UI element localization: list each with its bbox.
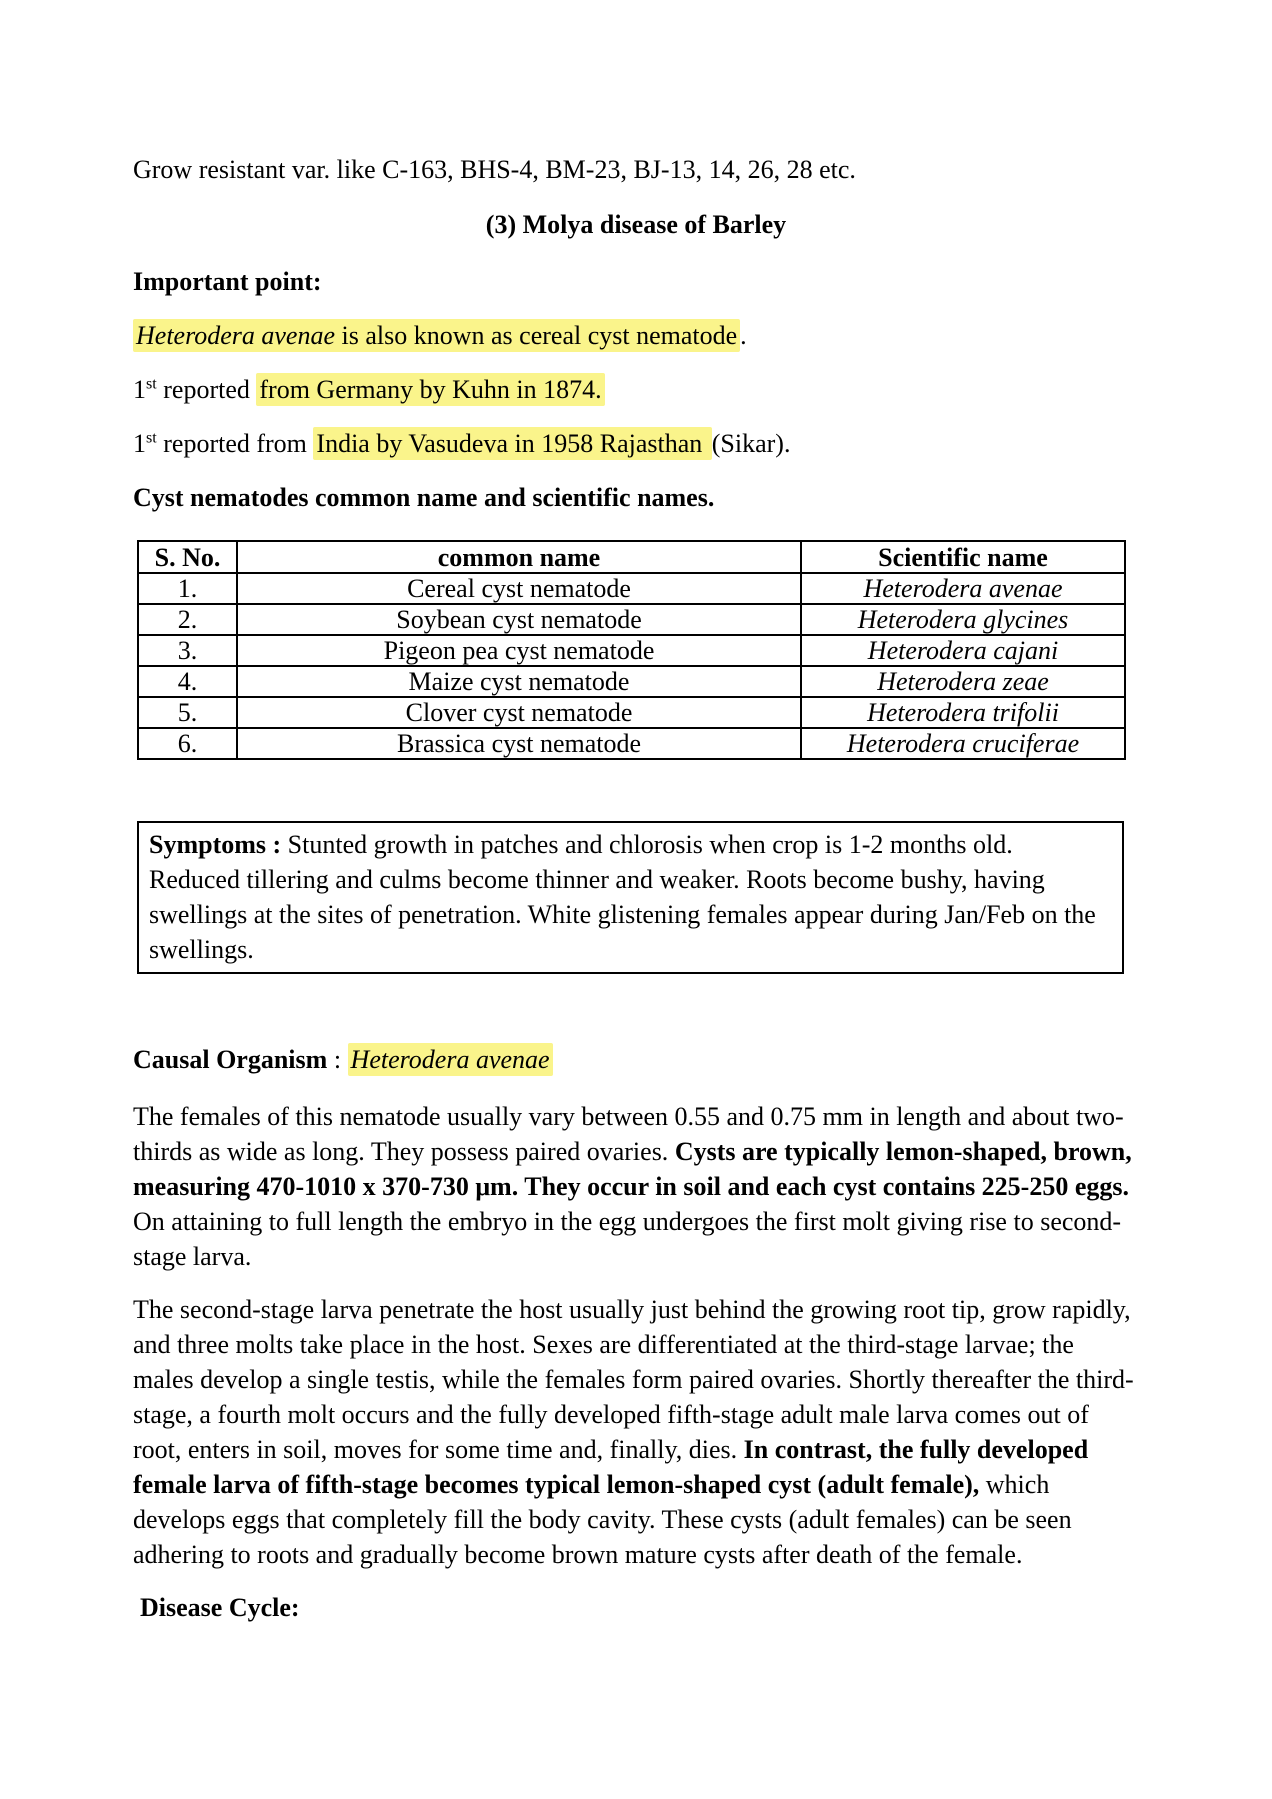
point-germany-mid: reported (156, 375, 257, 404)
para-female-run1: The females of this nematode usually vary between 0.55 and 0.75 mm in length and about two-thirds as wide as long. They possess paired ovaries. (133, 1102, 1124, 1166)
ordinal-suffix: st (146, 429, 157, 447)
col-header-scientific-name: Scientific name (801, 541, 1125, 573)
cell-scientific-name: Heterodera avenae (801, 573, 1125, 604)
disease-cycle-heading: Disease Cycle: (140, 1593, 300, 1622)
paragraph-larva-description (133, 1292, 1139, 1572)
highlight-india: India by Vasudeva in 1958 Rajasthan (313, 427, 711, 460)
point-india-mid: reported from (156, 429, 314, 458)
ordinal-number: 1 (133, 429, 146, 458)
cell-sno: 5. (138, 697, 237, 728)
species-name: Heterodera avenae (136, 321, 336, 350)
cell-sno: 3. (138, 635, 237, 666)
ordinal-number: 1 (133, 375, 146, 404)
cyst-nematode-table (137, 540, 1126, 760)
highlight-germany: from Germany by Kuhn in 1874. (256, 373, 604, 406)
causal-organism-line (133, 1042, 1139, 1077)
cell-sno: 6. (138, 728, 237, 759)
table-row (138, 573, 1125, 604)
table-row (138, 666, 1125, 697)
important-point-heading: Important point: (133, 267, 322, 296)
highlight-cereal (133, 319, 740, 352)
table-row (138, 604, 1125, 635)
symptoms-box (137, 821, 1124, 974)
table-row (138, 635, 1125, 666)
cell-common-name: Clover cyst nematode (237, 697, 801, 728)
col-header-common-name: common name (237, 541, 801, 573)
cell-sno: 1. (138, 573, 237, 604)
table-heading: Cyst nematodes common name and scientific names. (133, 483, 715, 512)
cell-common-name: Brassica cyst nematode (237, 728, 801, 759)
cell-common-name: Cereal cyst nematode (237, 573, 801, 604)
page-title: (3) Molya disease of Barley (485, 210, 787, 239)
table-row (138, 728, 1125, 759)
point-cereal-tail: . (740, 321, 747, 350)
point-cereal-cyst (133, 318, 1139, 353)
cell-sno: 4. (138, 666, 237, 697)
cell-scientific-name: Heterodera cajani (801, 635, 1125, 666)
cell-scientific-name: Heterodera trifolii (801, 697, 1125, 728)
cell-common-name: Pigeon pea cyst nematode (237, 635, 801, 666)
cell-sno: 2. (138, 604, 237, 635)
para-larva-bold-run: In contrast, the fully developed female larva of fifth-stage becomes typical lemon-shaped cyst (adult female), (133, 1435, 1089, 1499)
cell-common-name: Maize cyst nematode (237, 666, 801, 697)
cell-common-name: Soybean cyst nematode (237, 604, 801, 635)
ordinal-suffix: st (146, 375, 157, 393)
symptoms-label: Symptoms : (149, 830, 282, 859)
para-larva-run3: which develops eggs that completely fill the body cavity. These cysts (adult females) can be seen adhering to roots and gradually become brown mature cysts after death of the female. (133, 1470, 1072, 1569)
table-header-row (138, 541, 1125, 573)
col-header-sno: S. No. (138, 541, 237, 573)
point-germany (133, 372, 1139, 407)
point-india (133, 426, 1139, 461)
intro-line: Grow resistant var. like C-163, BHS-4, BM-23, BJ-13, 14, 26, 28 etc. (133, 155, 856, 184)
cell-scientific-name: Heterodera glycines (801, 604, 1125, 635)
highlight-causal-species: Heterodera avenae (348, 1043, 553, 1076)
para-female-run3: On attaining to full length the embryo in the egg undergoes the first molt giving rise to second-stage larva. (133, 1207, 1122, 1271)
paragraph-female-description (133, 1099, 1139, 1274)
para-larva-run1: The second-stage larva penetrate the host usually just behind the growing root tip, grow rapidly, and three molts take place in the host. Sexes are differentiated at the third-stage larvae; the males develop a single testis, while the females form paired ovaries. Shortly thereafter the third-stage, a fourth molt occurs and the fully developed fifth-stage adult male larva comes out of root, enters in soil, moves for some time and, finally, dies. (133, 1295, 1134, 1464)
causal-organism-separator: : (327, 1045, 348, 1074)
cell-scientific-name: Heterodera zeae (801, 666, 1125, 697)
para-female-bold-run: Cysts are typically lemon-shaped, brown, measuring 470-1010 x 370-730 μm. They occur in soil and each cyst contains 225-250 eggs. (133, 1137, 1132, 1201)
causal-organism-label: Causal Organism (133, 1045, 328, 1074)
cell-scientific-name: Heterodera cruciferae (801, 728, 1125, 759)
symptoms-text: Stunted growth in patches and chlorosis when crop is 1-2 months old. Reduced tillering and culms become thinner and weaker. Roots become bushy, having swellings at the sites of penetration. White glistening females appear during Jan/Feb on the swellings. (149, 830, 1096, 964)
point-cereal-rest: is also known as cereal cyst nematode (335, 321, 738, 350)
table-row (138, 697, 1125, 728)
point-india-tail: (Sikar). (711, 429, 791, 458)
